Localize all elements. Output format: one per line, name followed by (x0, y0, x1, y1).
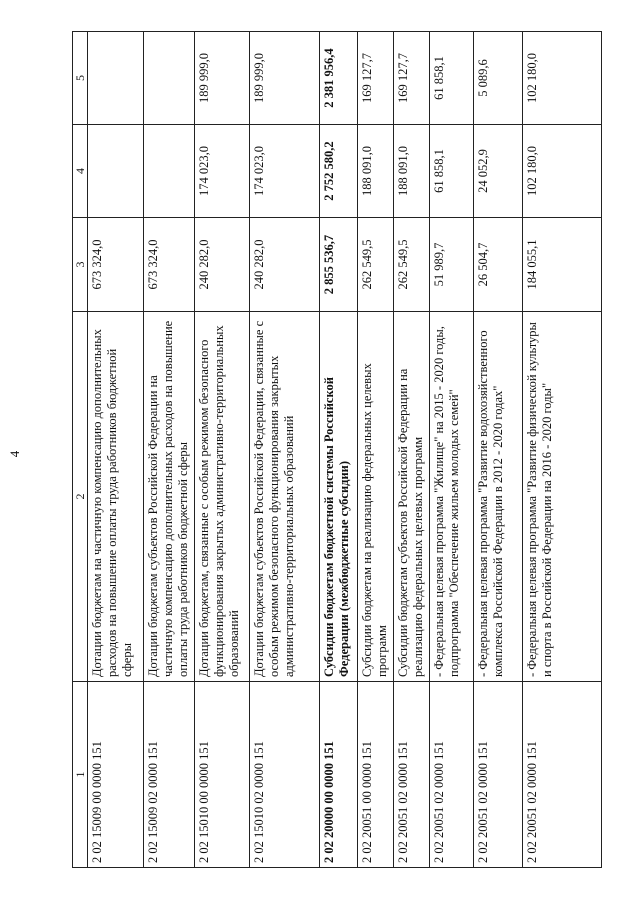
budget-code: 2 02 20051 02 0000 151 (430, 682, 474, 868)
budget-code: 2 02 20000 00 0000 151 (320, 682, 358, 868)
value-col3: 51 989,7 (430, 218, 474, 312)
table-row (144, 32, 195, 868)
value-col4: 174 023,0 (250, 125, 320, 218)
budget-code: 2 02 20051 02 0000 151 (474, 682, 523, 868)
revenue-name: Субсидии бюджетам субъектов Российской Федерации на реализацию федеральных целевых программ (394, 312, 430, 682)
value-col3: 26 504,7 (474, 218, 523, 312)
revenue-name: Дотации бюджетам, связанные с особым режимом безопасного функционирования закрытых административно-территориальных образований (195, 312, 250, 682)
col-header-3: 3 (73, 218, 88, 312)
budget-code: 2 02 20051 02 0000 151 (523, 682, 602, 868)
col-header-1: 1 (73, 682, 88, 868)
revenue-name: - Федеральная целевая программа "Жилище" на 2015 - 2020 годы, подпрограмма "Обеспечение жильем молодых семей" (430, 312, 474, 682)
table-row (474, 32, 523, 868)
revenue-name: Субсидии бюджетам бюджетной системы Российской Федерации (межбюджетные субсидии) (320, 312, 358, 682)
value-col4 (88, 125, 144, 218)
budget-code: 2 02 15009 02 0000 151 (144, 682, 195, 868)
value-col4 (144, 125, 195, 218)
revenue-name: Дотации бюджетам субъектов Российской Федерации на частичную компенсацию дополнительных расходов на повышение оплаты труда работников бюджетной сферы (144, 312, 195, 682)
budget-code: 2 02 15009 00 0000 151 (88, 682, 144, 868)
table-row-subtotal (320, 32, 358, 868)
value-col4: 61 858,1 (430, 125, 474, 218)
table-row (88, 32, 144, 868)
rotated-page (72, 32, 602, 868)
table-row (430, 32, 474, 868)
revenue-name: Субсидии бюджетам на реализацию федеральных целевых программ (358, 312, 394, 682)
value-col3: 184 055,1 (523, 218, 602, 312)
value-col4: 102 180,0 (523, 125, 602, 218)
revenue-name: Дотации бюджетам субъектов Российской Федерации, связанные с особым режимом безопасного функционирования закрытых административно-территориальных образований (250, 312, 320, 682)
col-header-2: 2 (73, 312, 88, 682)
value-col5: 189 999,0 (250, 32, 320, 125)
value-col4: 174 023,0 (195, 125, 250, 218)
page-number: 4 (7, 450, 22, 458)
value-col4: 2 752 580,2 (320, 125, 358, 218)
value-col3: 240 282,0 (195, 218, 250, 312)
col-header-5: 5 (73, 32, 88, 125)
value-col5: 169 127,7 (394, 32, 430, 125)
value-col4: 188 091,0 (358, 125, 394, 218)
table-row (195, 32, 250, 868)
value-col5: 5 089,6 (474, 32, 523, 125)
value-col3: 262 549,5 (358, 218, 394, 312)
value-col3: 240 282,0 (250, 218, 320, 312)
value-col3: 262 549,5 (394, 218, 430, 312)
table-row (358, 32, 394, 868)
revenue-name: Дотации бюджетам на частичную компенсацию дополнительных расходов на повышение оплаты труда работников бюджетной сферы (88, 312, 144, 682)
value-col5: 61 858,1 (430, 32, 474, 125)
value-col4: 24 052,9 (474, 125, 523, 218)
revenue-name: - Федеральная целевая программа "Развитие водохозяйственного комплекса Российской Федерации в 2012 - 2020 годах" (474, 312, 523, 682)
budget-revenue-table (72, 31, 602, 868)
value-col5: 2 381 956,4 (320, 32, 358, 125)
value-col5: 189 999,0 (195, 32, 250, 125)
value-col3: 2 855 536,7 (320, 218, 358, 312)
budget-code: 2 02 15010 02 0000 151 (250, 682, 320, 868)
value-col5 (144, 32, 195, 125)
table-row (394, 32, 430, 868)
value-col3: 673 324,0 (144, 218, 195, 312)
value-col3: 673 324,0 (88, 218, 144, 312)
budget-code: 2 02 15010 00 0000 151 (195, 682, 250, 868)
value-col5 (88, 32, 144, 125)
table-row (250, 32, 320, 868)
table-row (523, 32, 602, 868)
col-header-4: 4 (73, 125, 88, 218)
value-col4: 188 091,0 (394, 125, 430, 218)
value-col5: 169 127,7 (358, 32, 394, 125)
budget-code: 2 02 20051 02 0000 151 (394, 682, 430, 868)
value-col5: 102 180,0 (523, 32, 602, 125)
budget-code: 2 02 20051 00 0000 151 (358, 682, 394, 868)
revenue-name: - Федеральная целевая программа "Развитие физической культуры и спорта в Российской Федерации на 2016 - 2020 годы" (523, 312, 602, 682)
header-row (73, 32, 88, 868)
